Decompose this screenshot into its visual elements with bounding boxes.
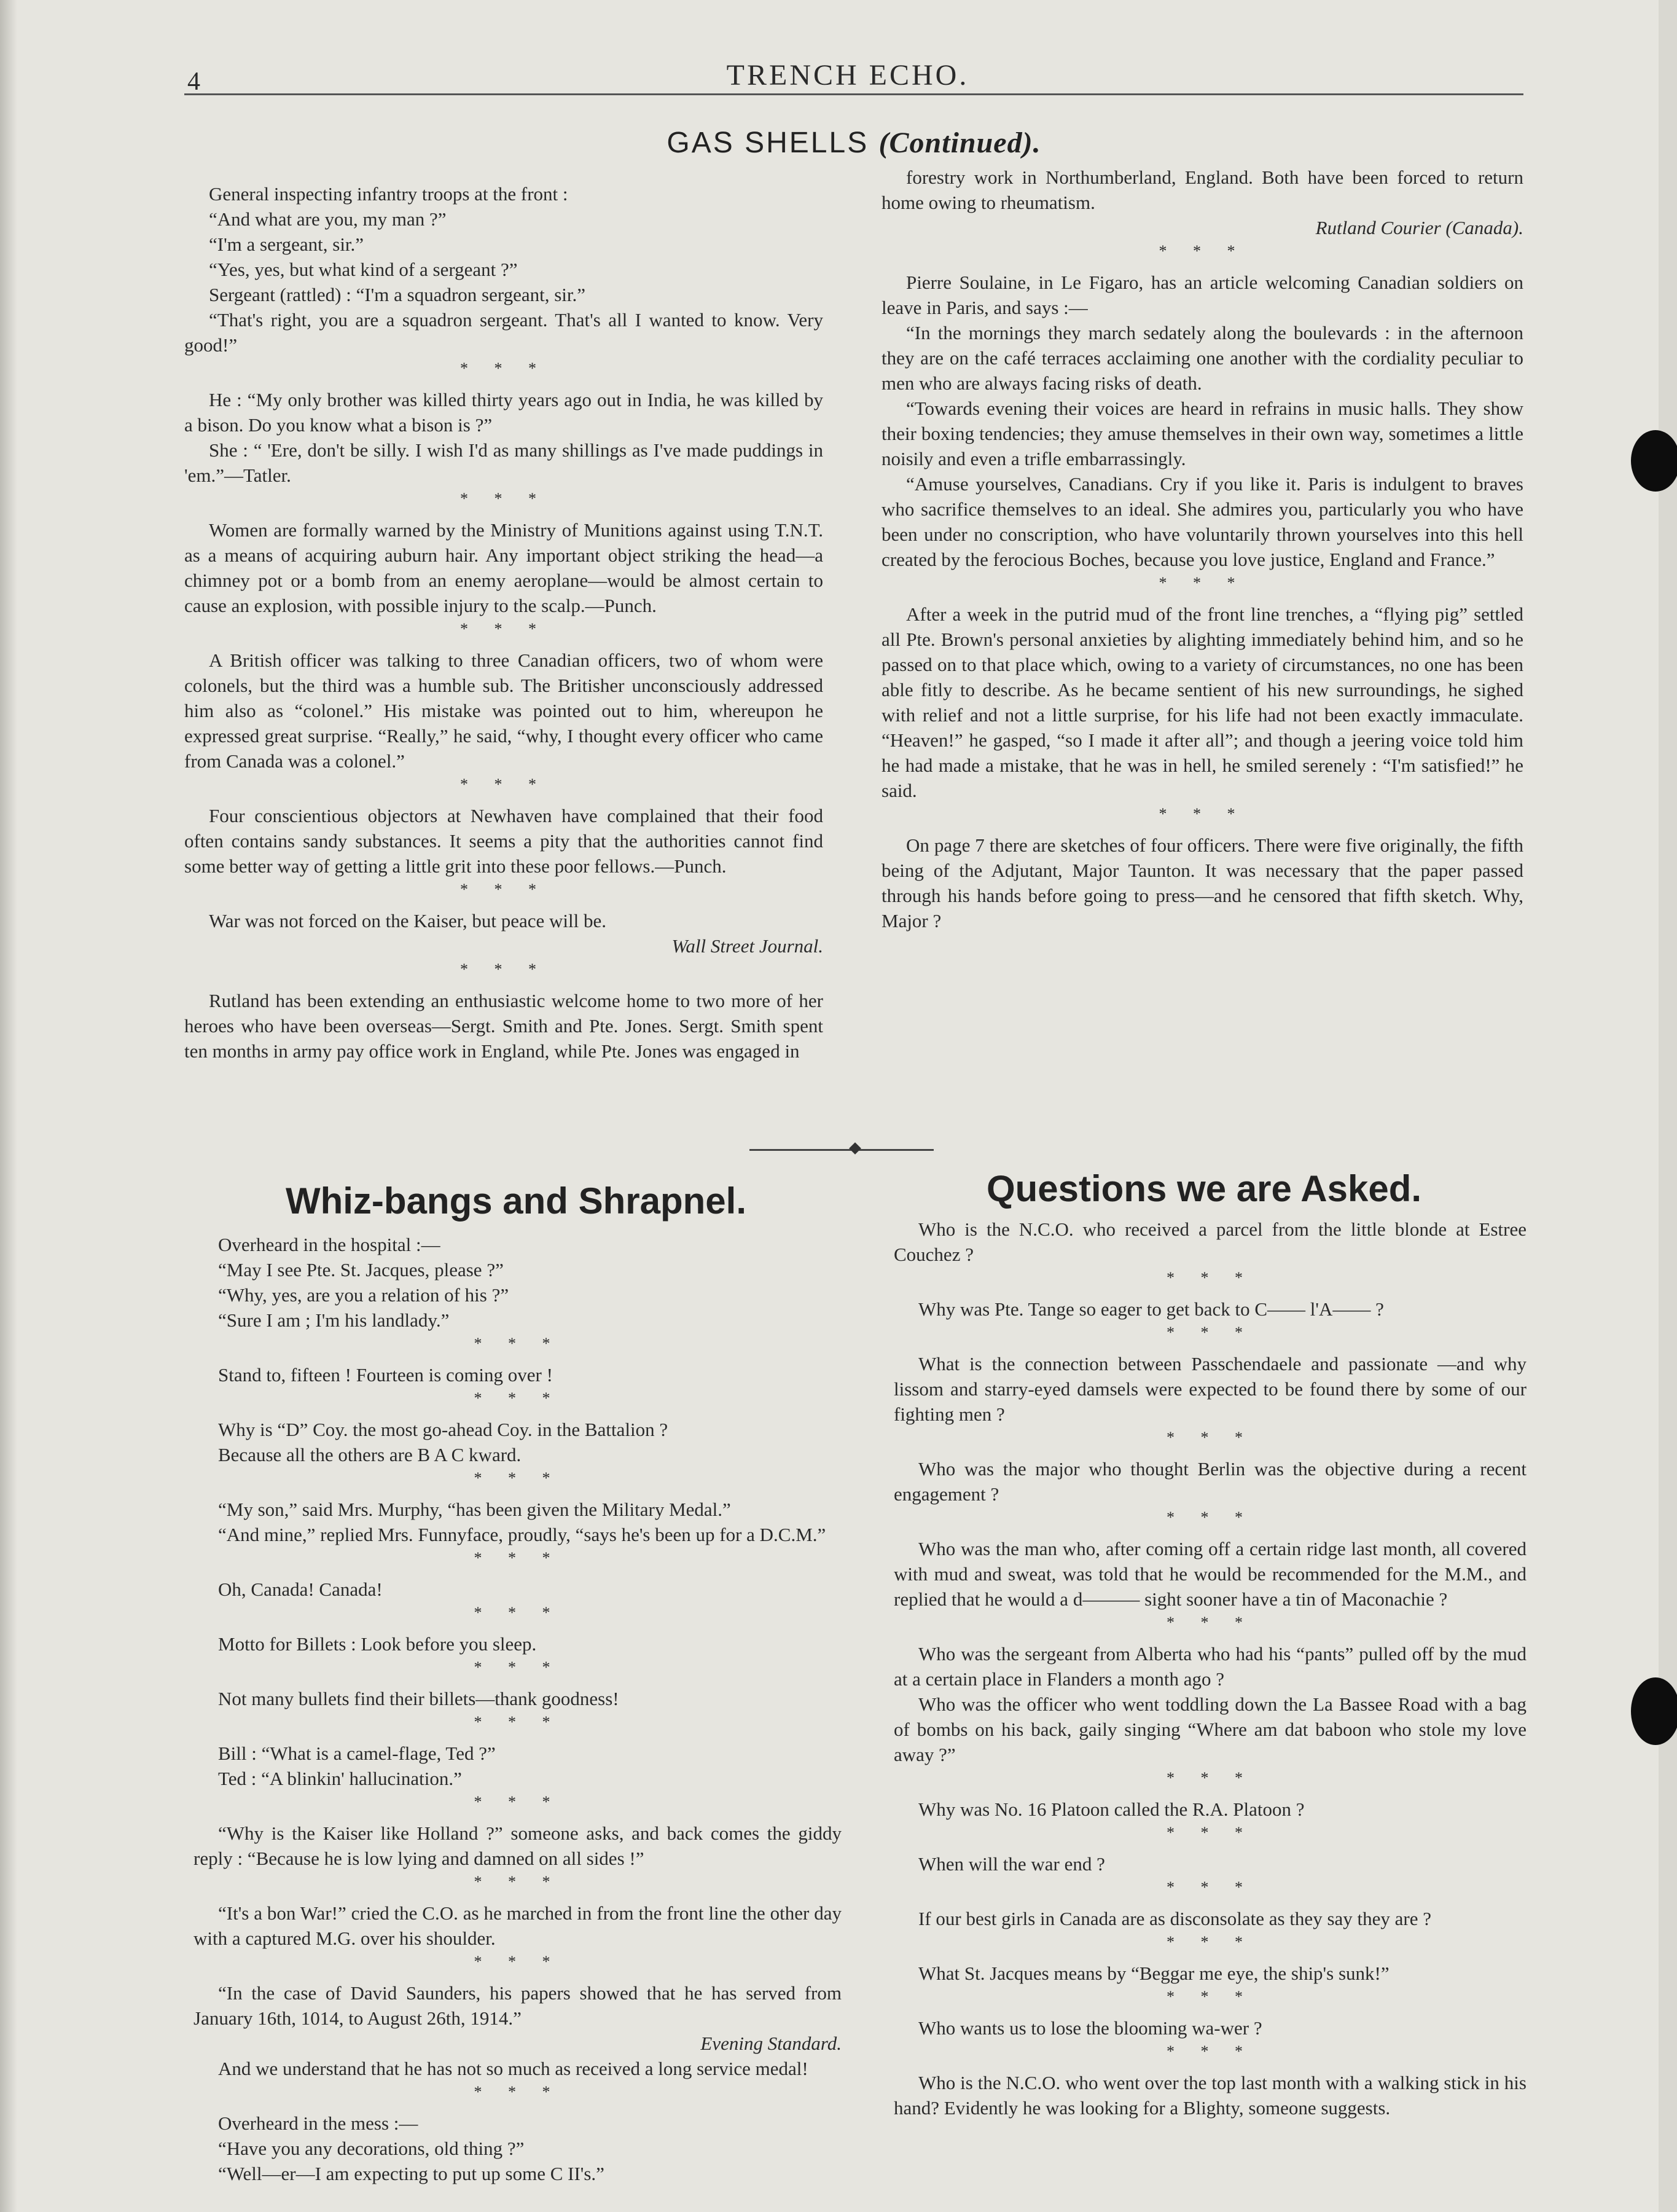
asterism-separator: * * * [460, 620, 547, 638]
paragraph: Who was the man who, after coming off a certain ridge last month, all covered with mud and sweat, was told that he would be recommended for the M.M., and replied that he would a d——— sight sooner have a tin of Maconachie ? [894, 1538, 1526, 1610]
asterism-separator: * * * [460, 490, 547, 508]
paragraph: Who was the officer who went toddling down the La Bassee Road with a bag of bombs on his back, gaily singing “Where am dat baboon who stole my love away ?” [894, 1693, 1526, 1765]
asterism-separator: * * * [460, 880, 547, 898]
asterism-separator: * * * [1167, 1878, 1254, 1896]
asterism-separator: * * * [1167, 1429, 1254, 1446]
asterism-separator: * * * [460, 960, 547, 978]
paragraph: Ted : “A blinkin' hallucination.” [218, 1768, 462, 1789]
paragraph: Pierre Soulaine, in Le Figaro, has an article welcoming Canadian soldiers on leave in Paris, and says :— [882, 272, 1523, 318]
asterism-separator: * * * [1167, 1614, 1254, 1631]
asterism-separator: * * * [474, 1469, 561, 1487]
paragraph: General inspecting infantry troops at the front : [209, 183, 568, 205]
paragraph: Because all the others are B A C kward. [218, 1444, 522, 1465]
paragraph: “I'm a sergeant, sir.” [209, 233, 364, 255]
punch-hole-bottom [1631, 1677, 1677, 1745]
whiz-bangs-column [194, 1232, 842, 2186]
paragraph: “Amuse yourselves, Canadians. Cry if you like it. Paris is indulgent to braves who sacrifice themselves to an ideal. She admires you, particularly you who have been under no conscription, who have voluntarily thrown yourselves into this hell created by the ferocious Boches, because you love justice, England and France.” [882, 473, 1523, 570]
paragraph: Bill : “What is a camel-flage, Ted ?” [218, 1743, 496, 1764]
paragraph: After a week in the putrid mud of the front line trenches, a “flying pig” settled all Pte. Brown's personal anxieties by alighting immediately behind him, and so he passed on to that place which, owing to a variety of circumstances, no one has been able fitly to describe. As he became sentient of his new surroundings, he sighed with relief and not a little surprise, for his life had not been exactly immaculate. “Heaven!” he gasped, “so I made it after all”; and though a jeering voice told him he had made a mistake, that he was in hell, he smiled serenely : “I'm satisfied!” he said. [882, 603, 1523, 801]
questions-column [894, 1217, 1526, 2120]
paragraph: “And what are you, my man ?” [209, 208, 447, 230]
asterism-separator: * * * [1167, 1824, 1254, 1841]
paragraph: Motto for Billets : Look before you sleep. [218, 1633, 537, 1655]
asterism-separator: * * * [1167, 2042, 1254, 2060]
asterism-separator: * * * [1167, 1269, 1254, 1287]
asterism-separator: * * * [1167, 1769, 1254, 1787]
asterism-separator: * * * [474, 1389, 561, 1407]
whiz-bangs-title: Whiz-bangs and Shrapnel. [285, 1180, 747, 1222]
paragraph: Why is “D” Coy. the most go-ahead Coy. in the Battalion ? [218, 1419, 668, 1440]
paragraph: “It's a bon War!” cried the C.O. as he marched in from the front line the other day with a captured M.G. over his shoulder. [194, 1902, 842, 1949]
paragraph: On page 7 there are sketches of four officers. There were five originally, the fifth being of the Adjutant, Major Taunton. It was necessary that the paper passed through his hands before going to press—and he censored that fifth sketch. Why, Major ? [882, 834, 1523, 931]
page-number: 4 [187, 68, 201, 96]
paragraph: Rutland has been extending an enthusiastic welcome home to two more of her heroes who have been overseas—Sergt. Smith and Pte. Jones. Sergt. Smith spent ten months in army pay office work in England, while Pte. Jones was engaged in [184, 990, 823, 1062]
paragraph: “That's right, you are a squadron sergeant. That's all I wanted to know. Very good!” [184, 309, 823, 356]
paragraph: “My son,” said Mrs. Murphy, “has been given the Military Medal.” [218, 1499, 731, 1520]
paragraph: Who was the sergeant from Alberta who had his “pants” pulled off by the mud at a certain place in Flanders a month ago ? [894, 1643, 1526, 1690]
paragraph: What St. Jacques means by “Beggar me eye, the ship's sunk!” [918, 1963, 1390, 1984]
paragraph: “In the mornings they march sedately along the boulevards : in the afternoon they are on the café terraces acclaiming one another with the cordiality peculiar to men who are always facing risks of death. [882, 322, 1523, 394]
paragraph: “Well—er—I am expecting to put up some C II's.” [218, 2163, 604, 2184]
paragraph: “Have you any decorations, old thing ?” [218, 2138, 525, 2159]
asterism-separator: * * * [1167, 1324, 1254, 1341]
asterism-separator: * * * [1159, 242, 1246, 260]
paragraph: “And mine,” replied Mrs. Funnyface, proudly, “says he's been up for a D.C.M.” [218, 1524, 826, 1545]
paragraph: Who is the N.C.O. who received a parcel from the little blonde at Estree Couchez ? [894, 1218, 1526, 1265]
paragraph: “Why is the Kaiser like Holland ?” someone asks, and back comes the giddy reply : “Because he is low lying and damned on all sides !” [194, 1822, 842, 1869]
asterism-separator: * * * [474, 1604, 561, 1622]
paragraph: He : “My only brother was killed thirty years ago out in India, he was killed by a bison. Do you know what a bison is ?” [184, 389, 823, 436]
paragraph: Sergeant (rattled) : “I'm a squadron sergeant, sir.” [209, 284, 586, 305]
paragraph: War was not forced on the Kaiser, but peace will be. [209, 910, 607, 931]
source-attribution: Rutland Courier (Canada). [1315, 217, 1523, 238]
paragraph: “Why, yes, are you a relation of his ?” [218, 1284, 509, 1306]
asterism-separator: * * * [474, 1335, 561, 1352]
page-binding-edge [0, 0, 17, 2212]
paragraph: Four conscientious objectors at Newhaven have complained that their food often contains sandy substances. It seems a pity that the authorities cannot find some better way of getting a little grit into these poor fellows.—Punch. [184, 805, 823, 877]
paragraph: A British officer was talking to three Canadian officers, two of whom were colonels, but the third was a humble sub. The Britisher unconsciously addressed him also as “colonel.” His mistake was pointed out to him, whereupon he expressed great surprise. “Really,” he said, “why, I thought every officer who came from Canada was a colonel.” [184, 649, 823, 772]
asterism-separator: * * * [474, 1549, 561, 1567]
asterism-separator: * * * [460, 775, 547, 793]
asterism-separator: * * * [474, 2083, 561, 2101]
paragraph: “Yes, yes, but what kind of a sergeant ?” [209, 259, 518, 280]
paragraph: And we understand that he has not so much as received a long service medal! [218, 2058, 808, 2079]
asterism-separator: * * * [474, 1953, 561, 1971]
paragraph: “Towards evening their voices are heard in refrains in music halls. They show their boxing tendencies; they amuse themselves in their own way, sometimes a little noisily and even a trifle embarrassingly. [882, 398, 1523, 469]
paragraph: Why was Pte. Tange so eager to get back to C—— l'A—— ? [918, 1298, 1384, 1320]
asterism-separator: * * * [1167, 1508, 1254, 1526]
paragraph: Oh, Canada! Canada! [218, 1579, 383, 1600]
asterism-separator: * * * [474, 1658, 561, 1676]
paragraph: Who wants us to lose the blooming wa-wer ? [918, 2017, 1262, 2039]
paragraph: What is the connection between Passchendaele and passionate —and why lissom and starry-eyed damsels were expected to be found there by some of our fighting men ? [894, 1353, 1526, 1425]
paragraph: Stand to, fifteen ! Fourteen is coming over ! [218, 1364, 553, 1386]
source-attribution: Evening Standard. [700, 2033, 842, 2054]
paragraph: When will the war end ? [918, 1853, 1105, 1875]
questions-title: Questions we are Asked. [986, 1168, 1422, 1209]
paragraph: “In the case of David Saunders, his papers showed that he has served from January 16th, 1014, to August 26th, 1914.” [194, 1982, 842, 2029]
paragraph: Who was the major who thought Berlin was the objective during a recent engagement ? [894, 1458, 1526, 1505]
paragraph: Overheard in the mess :— [218, 2112, 418, 2134]
source-attribution: Wall Street Journal. [671, 935, 823, 957]
paragraph: “May I see Pte. St. Jacques, please ?” [218, 1259, 504, 1281]
gas-shells-title-main: GAS SHELLS [666, 127, 879, 159]
paragraph: forestry work in Northumberland, England. Both have been forced to return home owing to rheumatism. [882, 167, 1523, 213]
asterism-separator: * * * [1167, 1988, 1254, 2006]
asterism-separator: * * * [474, 1793, 561, 1811]
asterism-separator: * * * [1159, 574, 1246, 592]
paragraph: Why was No. 16 Platoon called the R.A. Platoon ? [918, 1798, 1305, 1820]
paragraph: Women are formally warned by the Ministry of Munitions against using T.N.T. as a means of acquiring auburn hair. Any important object striking the head—a chimney pot or a bomb from an enemy aeroplane—would be almost certain to cause an explosion, with possible injury to the scalp.—Punch. [184, 519, 823, 616]
paragraph: Not many bullets find their billets—thank goodness! [218, 1688, 619, 1709]
masthead: TRENCH ECHO. [726, 59, 969, 92]
asterism-separator: * * * [1167, 1933, 1254, 1951]
asterism-separator: * * * [460, 359, 547, 377]
asterism-separator: * * * [1159, 805, 1246, 823]
asterism-separator: * * * [474, 1873, 561, 1891]
punch-hole-top [1631, 430, 1677, 492]
section-divider [749, 1149, 934, 1151]
asterism-separator: * * * [474, 1713, 561, 1731]
paragraph: Who is the N.C.O. who went over the top last month with a walking stick in his hand? Evidently he was looking for a Blighty, someone suggests. [894, 2072, 1526, 2119]
paragraph: “Sure I am ; I'm his landlady.” [218, 1309, 450, 1331]
header-rule [184, 93, 1523, 95]
paragraph: Overheard in the hospital :— [218, 1234, 440, 1255]
gas-shells-title [184, 126, 1523, 160]
gas-shells-column-1 [184, 181, 823, 1064]
paragraph: She : “ 'Ere, don't be silly. I wish I'd as many shillings as I've made puddings in 'em.”—Tatler. [184, 439, 823, 486]
gas-shells-title-continued: (Continued). [878, 127, 1041, 159]
paragraph: If our best girls in Canada are as disconsolate as they say they are ? [918, 1908, 1431, 1929]
gas-shells-column-2 [882, 165, 1523, 933]
